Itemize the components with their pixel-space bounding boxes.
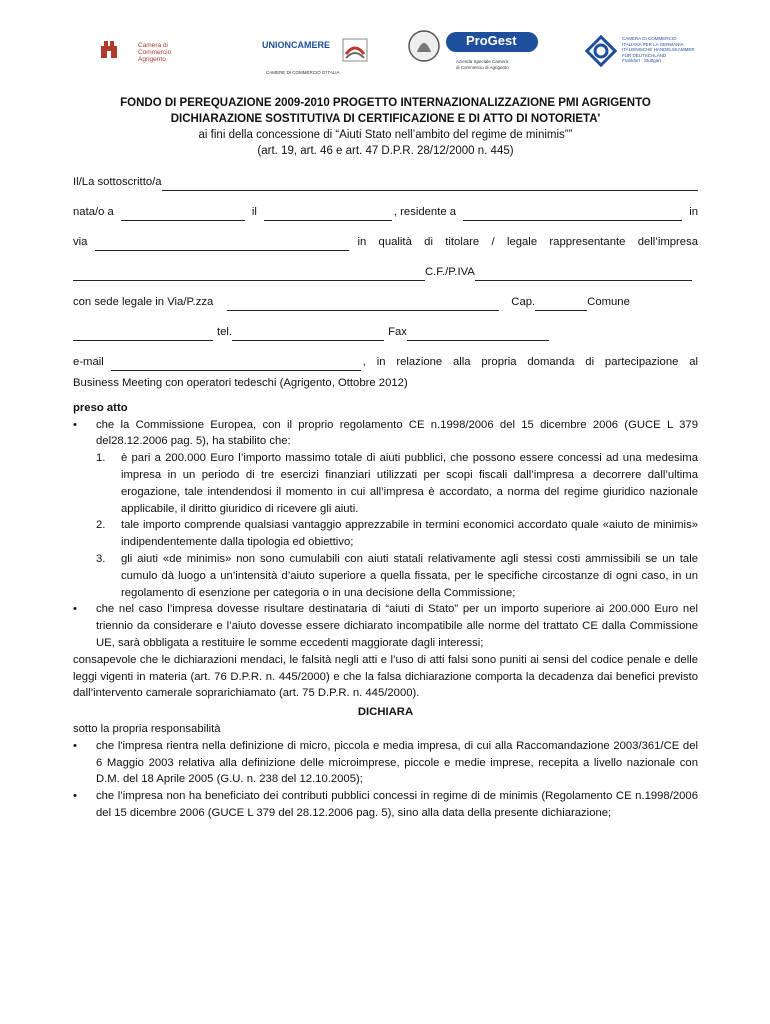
email-label: e-mail bbox=[73, 355, 104, 368]
dichiara-bullet2: che l’impresa non ha beneficiato dei contributi pubblici concessi in regime di de minimis (Regolamento CE n.1998/2006 del 15 dicembre 2006 (GUCE L 379 del 28.12.2006 pag. 5), sino alla data della presente dichiarazione; bbox=[96, 790, 698, 819]
chamber-line5: Frankfurt · Stuttgart bbox=[622, 58, 662, 64]
camera-commercio-line1: Camera di Commercio bbox=[138, 42, 172, 56]
unioncamere-emblem-icon bbox=[342, 38, 368, 62]
nato-label: nata/o a bbox=[73, 205, 114, 218]
chamber-line1: CAMERA DI COMMERCIO bbox=[622, 36, 677, 41]
comune-field[interactable] bbox=[73, 327, 213, 341]
email-suffix: , in relazione alla propria domanda di partecipazione al bbox=[362, 355, 698, 368]
dichiara-bullet1: che l'impresa rientra nella definizione di micro, piccola e media impresa, di cui alla Raccomandazione 2003/361/CE del 6 Maggio 2003 relativa alla definizione delle microimprese, piccole e medie imprese, recepita a livello nazionale con D.M. del 18 Aprile 2005 (G.U. n. 238 del 12.10.2005); bbox=[96, 739, 698, 786]
list-item bbox=[73, 601, 698, 651]
item-number: 1. bbox=[96, 452, 106, 465]
sottoscritto-field[interactable] bbox=[162, 177, 698, 191]
email-field[interactable] bbox=[111, 357, 361, 371]
cap-label: Cap. bbox=[511, 295, 536, 308]
dichiara-intro: sotto la propria responsabilità bbox=[73, 722, 221, 735]
cap-field[interactable] bbox=[535, 297, 587, 311]
title-line1: FONDO DI PEREQUAZIONE 2009-2010 PROGETTO INTERNAZIONALIZZAZIONE PMI AGRIGENTO bbox=[120, 97, 651, 109]
fax-field[interactable] bbox=[407, 327, 549, 341]
qualita-label: in qualità di titolare / legale rappresentante dell’impresa bbox=[357, 235, 698, 248]
unioncamere-logo bbox=[262, 38, 372, 78]
subtitle-line2: (art. 19, art. 46 e art. 47 D.P.R. 28/12/2000 n. 445) bbox=[257, 145, 514, 157]
item-text: tale importo comprende qualsiasi vantaggio apprezzabile in termini economici accordato quale «aiuto de minimis» indipendentemente dalla tipologia ed obiettivo; bbox=[121, 519, 698, 549]
knot-emblem-icon bbox=[584, 34, 618, 68]
comune-label: Comune bbox=[587, 295, 630, 308]
in-label: in bbox=[689, 205, 698, 218]
chamber-line3: ITALIENISCHE HANDELSKAMMER bbox=[622, 47, 695, 53]
preso-atto-bullet1: che la Commissione Europea, con il proprio regolamento CE n.1998/2006 del 15 dicembre 2006 (GUCE L 379 del28.12.2006 pag. 5), ha stabilito che: bbox=[96, 418, 698, 448]
medallion-icon bbox=[408, 28, 440, 64]
subtitle-line1: ai fini della concessione di “Aiuti Stato nell’ambito del regime de minimis”” bbox=[198, 129, 573, 141]
unioncamere-caption: CAMERE DI COMMERCIO D'ITALIA bbox=[266, 70, 340, 75]
sede-label: con sede legale in Via/P.zza bbox=[73, 295, 214, 308]
chamber-line2: ITALIANA PER LA GERMANIA bbox=[622, 41, 684, 47]
fax-label: Fax bbox=[388, 325, 407, 338]
logo-bar bbox=[0, 20, 770, 80]
list-item bbox=[96, 450, 698, 517]
title-line2: DICHIARAZIONE SOSTITUTIVA DI CERTIFICAZIONE E DI ATTO DI NOTORIETA' bbox=[170, 113, 601, 125]
preso-atto-bullet2: che nel caso l’impresa dovesse risultare destinataria di “aiuti di Stato” per un importo superiore ai 200.000 Euro nel triennio da considerare e l’aiuto dovesse essere dichiarato incompatibile alle norme del trattato CE dalla Commissione UE, sarà obbligata a restituire le somme eccedenti maggiorate dagli interessi; bbox=[96, 603, 698, 649]
dichiara-heading: DICHIARA bbox=[357, 706, 414, 719]
bullet-dot: • bbox=[73, 603, 77, 616]
progest-caption-line1: Azienda Speciale Camera bbox=[456, 59, 509, 64]
list-item bbox=[96, 517, 698, 551]
item-number: 2. bbox=[96, 519, 106, 532]
list-item bbox=[73, 417, 698, 451]
nato-field[interactable] bbox=[121, 207, 245, 221]
sottoscritto-label: Il/La sottoscritto/a bbox=[73, 175, 162, 188]
chamber-line4: FÜR DEUTSCHLAND bbox=[622, 52, 667, 58]
progest-title: ProGest bbox=[466, 33, 517, 48]
business-meeting-text: Business Meeting con operatori tedeschi (Agrigento, Ottobre 2012) bbox=[73, 377, 408, 389]
unioncamere-title: UNIONCAMERE bbox=[262, 40, 331, 50]
residente-field[interactable] bbox=[463, 207, 682, 221]
list-item bbox=[73, 738, 698, 788]
item-text: gli aiuti «de minimis» non sono cumulabili con aiuti statali relativamente agli stessi costi ammissibili se un tale cumulo dà luogo a un’intensità d’aiuto superiore a quella fissata, per le specifiche circostanze di ogni caso, in un regolamento di esenzione per categoria o in una decisione della Commissione; bbox=[121, 552, 698, 599]
il-label: il bbox=[251, 205, 257, 218]
residente-label: , residente a bbox=[393, 205, 457, 218]
document-body bbox=[73, 95, 698, 822]
sede-field[interactable] bbox=[227, 297, 499, 311]
via-field[interactable] bbox=[95, 237, 349, 251]
progest-caption-line2: di Commercio di Agrigento bbox=[456, 64, 509, 70]
chamber-germany-logo bbox=[584, 34, 704, 74]
bullet-dot: • bbox=[73, 739, 77, 752]
item-number: 3. bbox=[96, 552, 106, 565]
tower-icon bbox=[98, 38, 120, 60]
preso-atto-heading: preso atto bbox=[73, 401, 128, 414]
camera-commercio-line2: Agrigento bbox=[138, 56, 166, 63]
bullet-dot: • bbox=[73, 418, 77, 431]
camera-commercio-logo bbox=[98, 38, 178, 64]
bullet-dot: • bbox=[73, 790, 77, 803]
cf-field[interactable] bbox=[475, 267, 692, 281]
tel-label: tel. bbox=[217, 325, 233, 338]
list-item bbox=[73, 788, 698, 822]
date-field[interactable] bbox=[264, 207, 392, 221]
list-item bbox=[96, 551, 698, 601]
via-label: via bbox=[73, 235, 88, 248]
progest-logo bbox=[408, 28, 548, 83]
item-text: è pari a 200.000 Euro l’importo massimo totale di aiuti pubblici, che possono essere concessi ad una medesima impresa in un periodo di tre esercizi finanziari utilizzati per scopi fiscali dall’impresa a decorrere dall’ultima erogazione, tale intendendosi il momento in cui all’impresa è accordato, a norma del regime giuridico nazionale applicabile, il diritto giuridico di ricevere gli aiuti. bbox=[121, 452, 698, 515]
consapevole-paragraph: consapevole che le dichiarazioni mendaci, le falsità negli atti e l’uso di atti falsi sono puniti ai sensi del codice penale e delle leggi vigenti in materia (art. 76 D.P.R. n. 445/2000) e che la falsa dichiarazione comporta la decadenza dai benefici previsto dall’intervento camerale soprarichiamato (art. 75 D.P.R. n. 445/2000). bbox=[73, 653, 698, 700]
impresa-field[interactable] bbox=[73, 267, 425, 281]
cf-label: C.F./P.IVA bbox=[425, 265, 475, 278]
tel-field[interactable] bbox=[232, 327, 384, 341]
